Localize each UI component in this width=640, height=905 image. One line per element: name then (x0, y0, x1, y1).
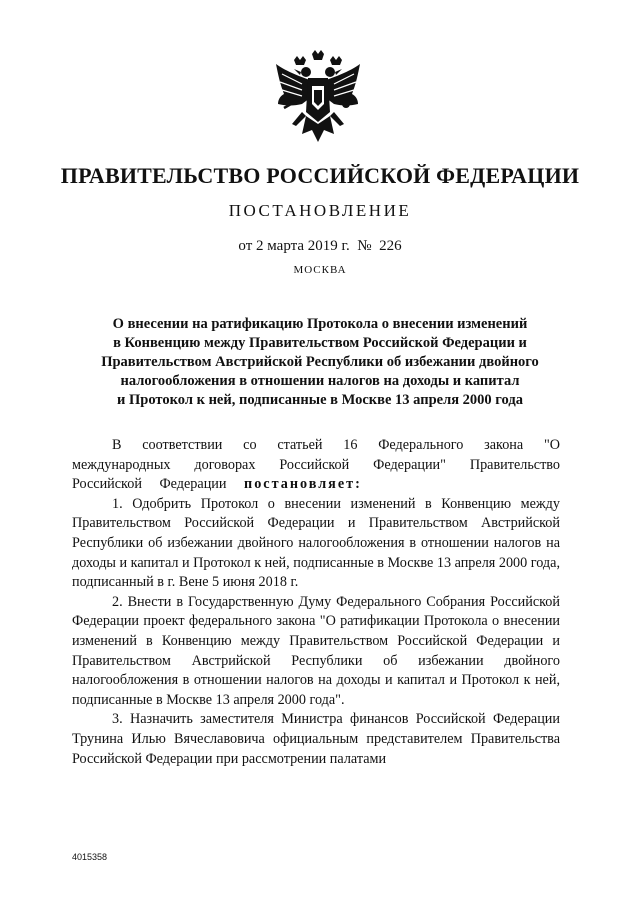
document-heading (80, 315, 560, 410)
document-body (72, 436, 560, 769)
document-kind: ПОСТАНОВЛЕНИЕ (228, 201, 412, 220)
document-date-number (0, 238, 640, 255)
item-paragraph: 3. Назначить заместителя Министра финансов Российской Федерации Трунина Илью Вячеславовича официальным представителем Правительства Российской Федерации при рассмотрении палатами (72, 711, 560, 767)
heading-line: Правительством Австрийской Республики об избежании двойного (101, 354, 539, 370)
intro-paragraph (72, 436, 560, 495)
item-paragraph: 1. Одобрить Протокол о внесении изменений в Конвенцию между Правительством Российской Федерации и Правительством Австрийской Республики об избежании двойного налогообложения в отношении налогов на доходы и капитал и Протокол к ней, подписанные в Москве 13 апреля 2000 года, подписанный в г. Вене 5 июня 2018 г. (72, 495, 560, 591)
heading-line: в Конвенцию между Правительством Российской Федерации и (113, 335, 527, 351)
heading-line: О внесении на ратификацию Протокола о внесении изменений (112, 316, 528, 332)
government-title: ПРАВИТЕЛЬСТВО РОССИЙСКОЙ ФЕДЕРАЦИИ (60, 163, 580, 188)
city: МОСКВА (293, 264, 347, 276)
intro-text: В соответствии со статьей 16 Федерального закона "О международных договорах Российской Федерации" Правительство Российской Федерации (72, 437, 560, 493)
heading-line: налогообложения в отношении налогов на доходы и капитал (120, 373, 520, 389)
item-paragraph: 2. Внести в Государственную Думу Федерального Собрания Российской Федерации проект федерального закона "О ратификации Протокола о внесении изменений в Конвенцию между Правительством Российской Федерации и Правительством Австрийской Республики об избежании двойного налогообложения в отношении налогов на доходы и капитал и Протокол к ней, подписанные в Москве 13 апреля 2000 года". (72, 593, 560, 708)
document-date: от 2 марта 2019 г. (238, 238, 350, 254)
coat-of-arms-icon (272, 50, 364, 150)
document-number: 226 (379, 238, 402, 254)
number-label: № (357, 238, 372, 254)
document-code: 4015358 (72, 852, 108, 862)
heading-line: и Протокол к ней, подписанные в Москве 13 апреля 2000 года (117, 392, 523, 408)
decree-word: постановляет: (244, 476, 362, 493)
